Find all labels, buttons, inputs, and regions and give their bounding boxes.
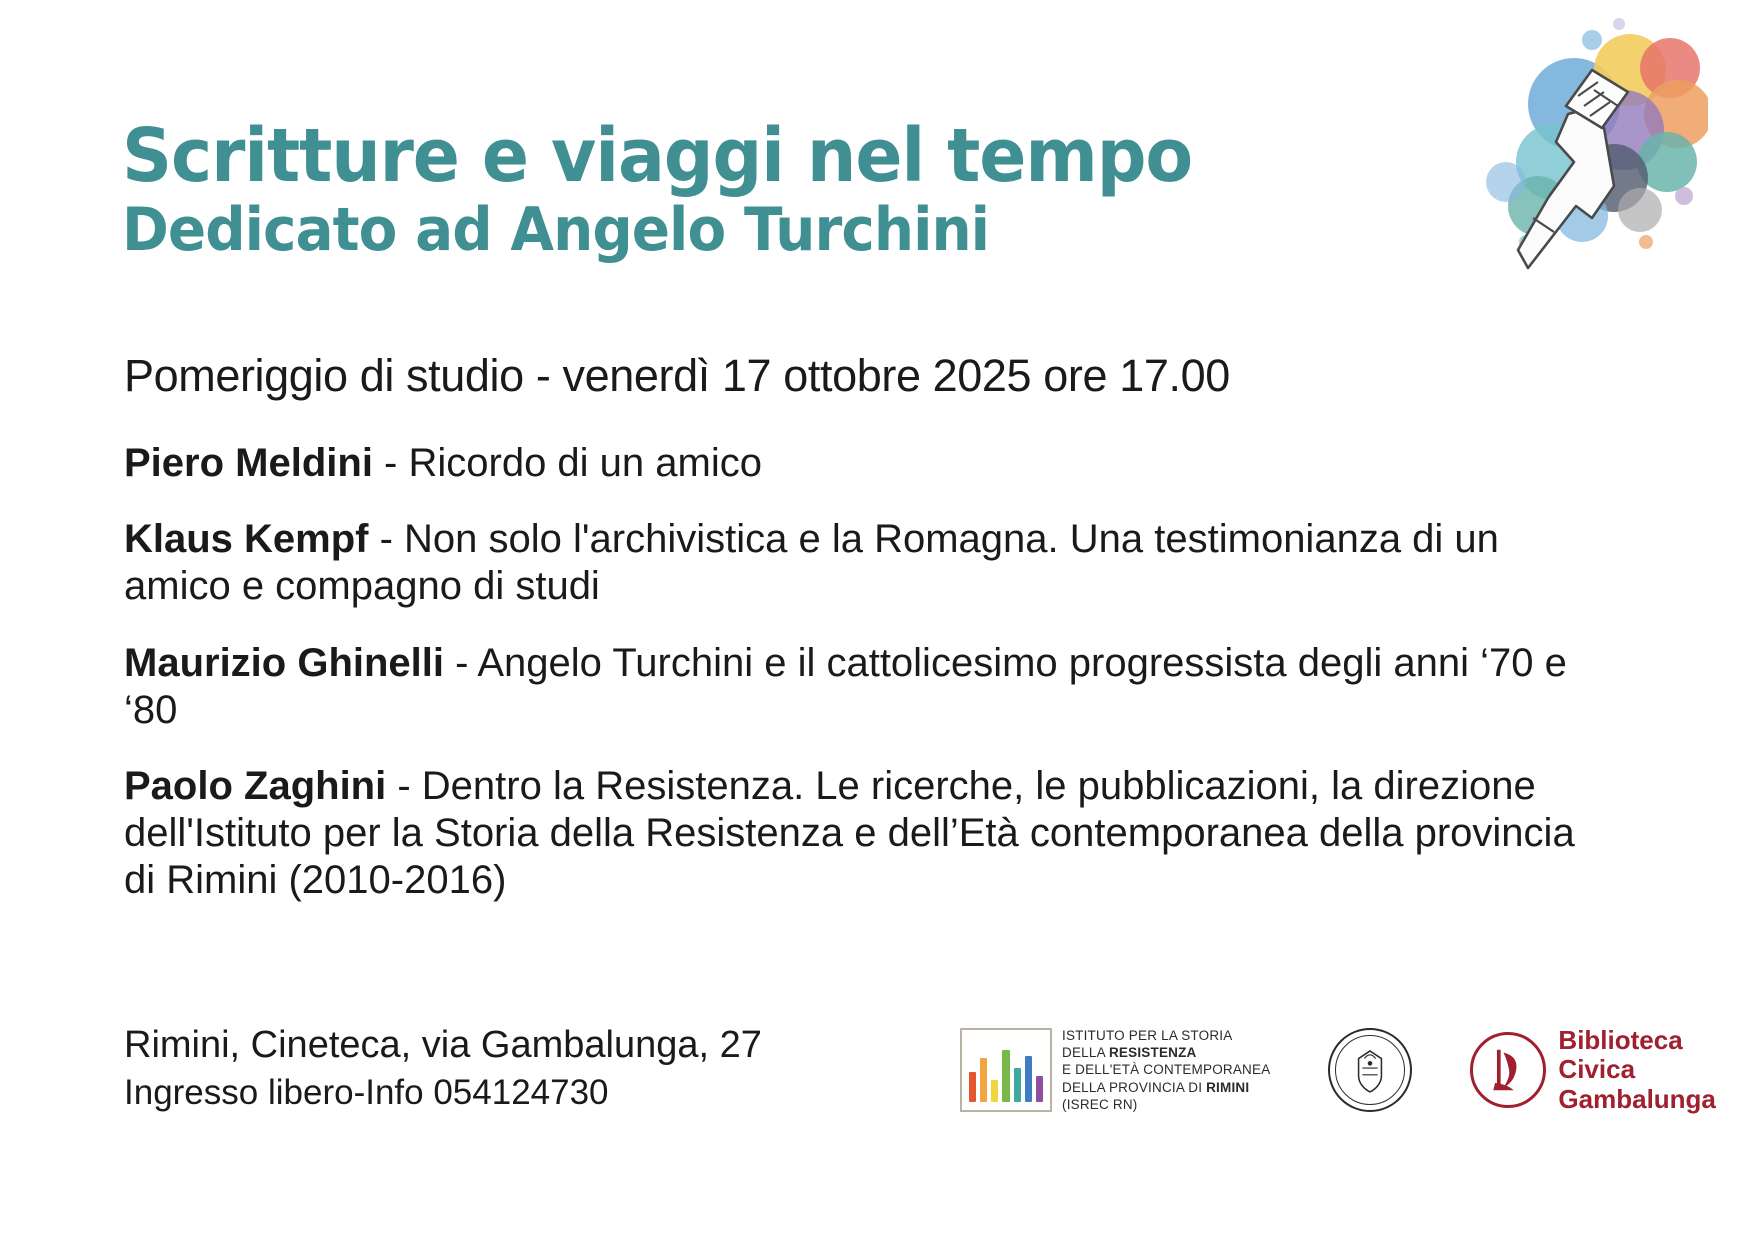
isrec-line-2 [1062,1044,1270,1061]
bubbles-hand-book-graphic [1378,10,1708,320]
biblioteca-logo-text [1558,1026,1715,1113]
programme-list [124,440,1604,934]
isrec-line-5: (ISREC RN) [1062,1096,1138,1112]
logo-strip [960,1010,1716,1130]
venue-address: Rimini, Cineteca, via Gambalunga, 27 [124,1024,762,1066]
speaker-name: Piero Meldini [124,441,373,485]
biblioteca-emblem-icon [1470,1032,1546,1108]
provincia-di-rimini-crest-icon [1328,1028,1412,1112]
programme-item [124,640,1604,734]
isrec-line-4-plain: DELLA PROVINCIA DI [1062,1079,1207,1095]
isrec-line-4-bold: RIMINI [1206,1079,1250,1095]
isrec-logo-text [1062,1027,1270,1113]
speaker-name: Maurizio Ghinelli [124,640,445,685]
isrec-line-4 [1062,1079,1270,1096]
biblioteca-line-2: Civica [1558,1054,1636,1085]
event-date-line: Pomeriggio di studio - venerdì 17 ottobre 2025 ore 17.00 [124,350,1230,401]
speaker-name: Paolo Zaghini [124,763,387,808]
venue-info [124,1020,762,1116]
talk-title: - Angelo Turchini e il cattolicesimo progressista degli anni ‘70 e ‘80 [124,640,1567,732]
biblioteca-line-1: Biblioteca [1558,1025,1683,1056]
isrec-books-icon [960,1028,1052,1112]
speaker-name: Klaus Kempf [124,517,369,562]
isrec-line-2-plain: DELLA [1062,1045,1109,1061]
programme-item [124,440,1604,487]
isrec-line-2-bold: RESISTENZA [1108,1045,1197,1061]
isrec-line-1: ISTITUTO PER LA STORIA [1062,1027,1233,1043]
biblioteca-line-3: Gambalunga [1558,1083,1716,1114]
isrec-line-3: E DELL'ETÀ CONTEMPORANEA [1062,1062,1271,1078]
poster-title: Scritture e viaggi nel tempo [122,113,1193,199]
biblioteca-gambalunga-logo [1470,1026,1715,1113]
venue-entry-info: Ingresso libero-Info 054124730 [124,1073,609,1113]
talk-title: - Dentro la Resistenza. Le ricerche, le pubblicazioni, la direzione dell'Istituto per la Storia della Resistenza e dell’Età contemporanea della provincia di Rimini (2010-2016) [124,763,1575,903]
talk-title: - Non solo l'archivistica e la Romagna. Una testimonianza di un amico e compagno di studi [124,517,1499,609]
programme-item [124,516,1604,610]
title-block [122,113,1272,265]
programme-item [124,763,1604,905]
talk-title: - Ricordo di un amico [372,441,762,485]
poster-subtitle: Dedicato ad Angelo Turchini [122,194,990,265]
isrec-logo [960,1027,1270,1113]
